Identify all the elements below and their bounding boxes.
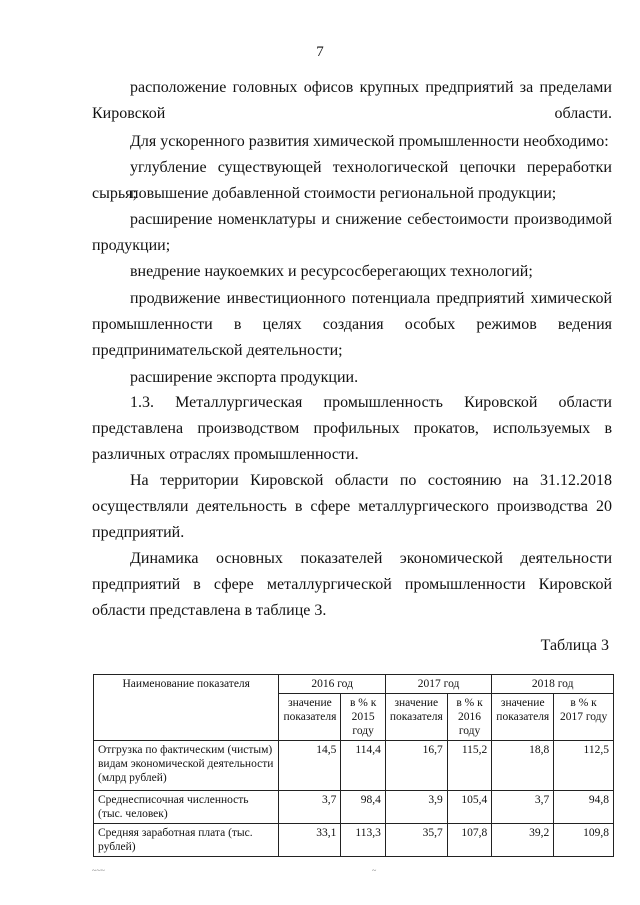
- table-cell: 3,7: [279, 791, 341, 824]
- indicators-table: [93, 674, 614, 857]
- paragraph-9: 1.3. Металлургическая промышленность Кировской области представлена производством профильных прокатов, используемых в различных отраслях промышленности.: [92, 394, 612, 463]
- header-year-2016: 2016 год: [279, 675, 385, 694]
- paragraph-5: расширение номенклатуры и снижение себестоимости производимой продукции;: [92, 211, 612, 254]
- table-cell: 112,5: [554, 741, 614, 791]
- subheader-value: значение показателя: [385, 694, 447, 741]
- table-cell: 114,4: [341, 741, 385, 791]
- subheader-value: значение показателя: [492, 694, 554, 741]
- table-cell: 35,7: [385, 824, 447, 857]
- paragraph-6: внедрение наукоемких и ресурсосберегающих технологий;: [130, 263, 533, 280]
- paragraph-11: Динамика основных показателей экономической деятельности предприятий в сфере металлургической промышленности Кировской области представлена в таблице 3.: [92, 550, 612, 619]
- row-label: Отгрузка по фактическим (чистым) видам экономической деятельности (млрд рублей): [94, 741, 279, 791]
- table-cell: 105,4: [447, 791, 492, 824]
- table-cell: 3,9: [385, 791, 447, 824]
- table-cell: 98,4: [341, 791, 385, 824]
- paragraph-2: Для ускоренного развития химической промышленности необходимо:: [130, 133, 609, 150]
- scan-artifact-center: ~: [372, 866, 377, 875]
- table-cell: 18,8: [492, 741, 554, 791]
- table-row: [94, 791, 614, 824]
- table-cell: 39,2: [492, 824, 554, 857]
- subheader-value: значение показателя: [279, 694, 341, 741]
- table-cell: 14,5: [279, 741, 341, 791]
- table-cell: 109,8: [554, 824, 614, 857]
- table-cell: 115,2: [447, 741, 492, 791]
- subheader-pct: в % к 2015 году: [341, 694, 385, 741]
- paragraph-10: На территории Кировской области по состоянию на 31.12.2018 осуществляли деятельность в сфере металлургического производства 20 предприятий.: [92, 472, 612, 541]
- table-header-row: [94, 675, 614, 694]
- row-label: Средняя заработная плата (тыс. рублей): [94, 824, 279, 857]
- table-cell: 113,3: [341, 824, 385, 857]
- paragraph-8: расширение экспорта продукции.: [130, 369, 359, 386]
- table-cell: 33,1: [279, 824, 341, 857]
- header-indicator: Наименование показателя: [94, 675, 279, 741]
- row-label: Среднесписочная численность (тыс. человек): [94, 791, 279, 824]
- scan-artifact-left: ~~~: [92, 866, 105, 875]
- table-row: [94, 741, 614, 791]
- header-year-2018: 2018 год: [492, 675, 614, 694]
- subheader-pct: в % к 2016 году: [447, 694, 492, 741]
- paragraph-4: повышение добавленной стоимости региональной продукции;: [130, 185, 557, 202]
- table-cell: 3,7: [492, 791, 554, 824]
- paragraph-7: продвижение инвестиционного потенциала предприятий химической промышленности в целях создания особых режимов ведения предпринимательской деятельности;: [92, 290, 612, 359]
- page-number: 7: [316, 44, 324, 60]
- header-year-2017: 2017 год: [385, 675, 491, 694]
- table-row: [94, 824, 614, 857]
- table-cell: 16,7: [385, 741, 447, 791]
- table-caption: Таблица 3: [540, 637, 609, 654]
- table-cell: 94,8: [554, 791, 614, 824]
- paragraph-3: углубление существующей технологической цепочки переработки сырья;: [92, 159, 612, 202]
- subheader-pct: в % к 2017 году: [554, 694, 614, 741]
- table-cell: 107,8: [447, 824, 492, 857]
- paragraph-1: расположение головных офисов крупных предприятий за пределами Кировской области.: [92, 79, 612, 122]
